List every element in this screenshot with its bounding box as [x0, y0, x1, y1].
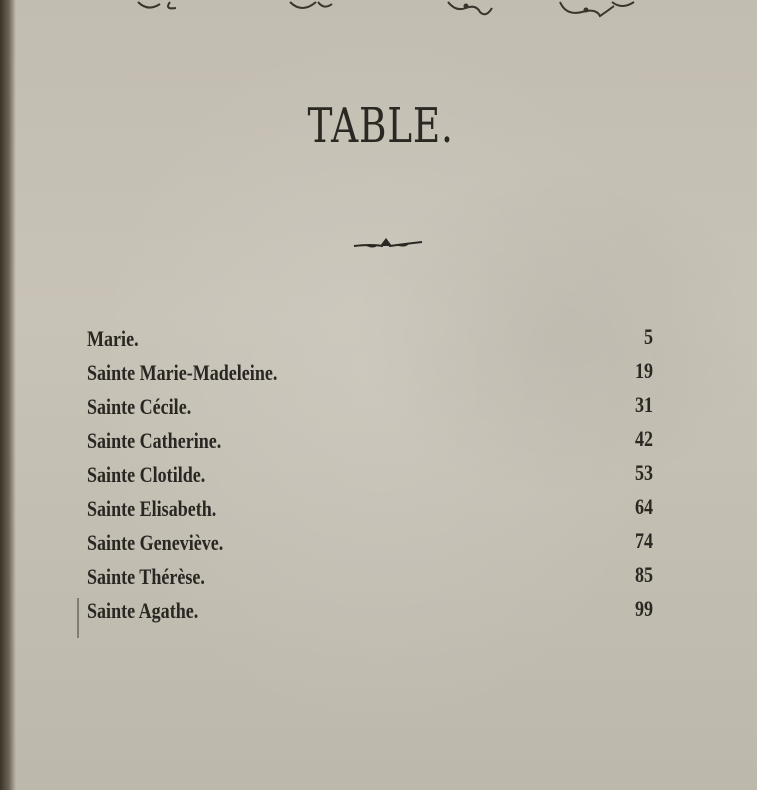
toc-entry-genevieve: [87, 526, 677, 560]
fleuron-divider-icon: [352, 234, 424, 254]
toc-entry-elisabeth: [87, 492, 677, 526]
toc-entry-catherine: [87, 424, 677, 458]
page-title: TABLE.: [307, 98, 454, 154]
toc-entry-page-number: 99: [634, 596, 653, 621]
toc-entry-page-number: 74: [634, 528, 653, 553]
toc-entry-page-number: 31: [634, 392, 653, 417]
ornamental-border-icon: [0, 0, 757, 22]
toc-entry-title: Sainte Thérèse.: [87, 564, 205, 589]
table-of-contents: [87, 322, 677, 628]
book-spine-shadow: [0, 0, 16, 790]
toc-entry-marie-madeleine: [87, 356, 677, 390]
toc-entry-title: Sainte Elisabeth.: [87, 496, 217, 521]
toc-entry-therese: [87, 560, 677, 594]
toc-entry-title: Sainte Clotilde.: [87, 462, 206, 487]
toc-entry-page-number: 85: [634, 562, 653, 587]
toc-entry-cecile: [87, 390, 677, 424]
toc-entry-title: Sainte Cécile.: [87, 394, 192, 419]
toc-entry-title: Sainte Agathe.: [87, 598, 199, 623]
toc-entry-page-number: 5: [643, 324, 653, 349]
margin-pencil-mark: [77, 598, 79, 638]
toc-entry-agathe: [87, 594, 677, 628]
toc-entry-page-number: 42: [634, 426, 653, 451]
toc-entry-title: Sainte Marie-Madeleine.: [87, 360, 278, 385]
toc-entry-clotilde: [87, 458, 677, 492]
toc-entry-title: Sainte Catherine.: [87, 428, 222, 453]
toc-entry-page-number: 64: [634, 494, 653, 519]
toc-entry-title: Sainte Geneviève.: [87, 530, 224, 555]
toc-entry-marie: [87, 322, 677, 356]
toc-entry-page-number: 19: [634, 358, 653, 383]
toc-entry-page-number: 53: [634, 460, 653, 485]
toc-entry-title: Marie.: [87, 326, 139, 351]
